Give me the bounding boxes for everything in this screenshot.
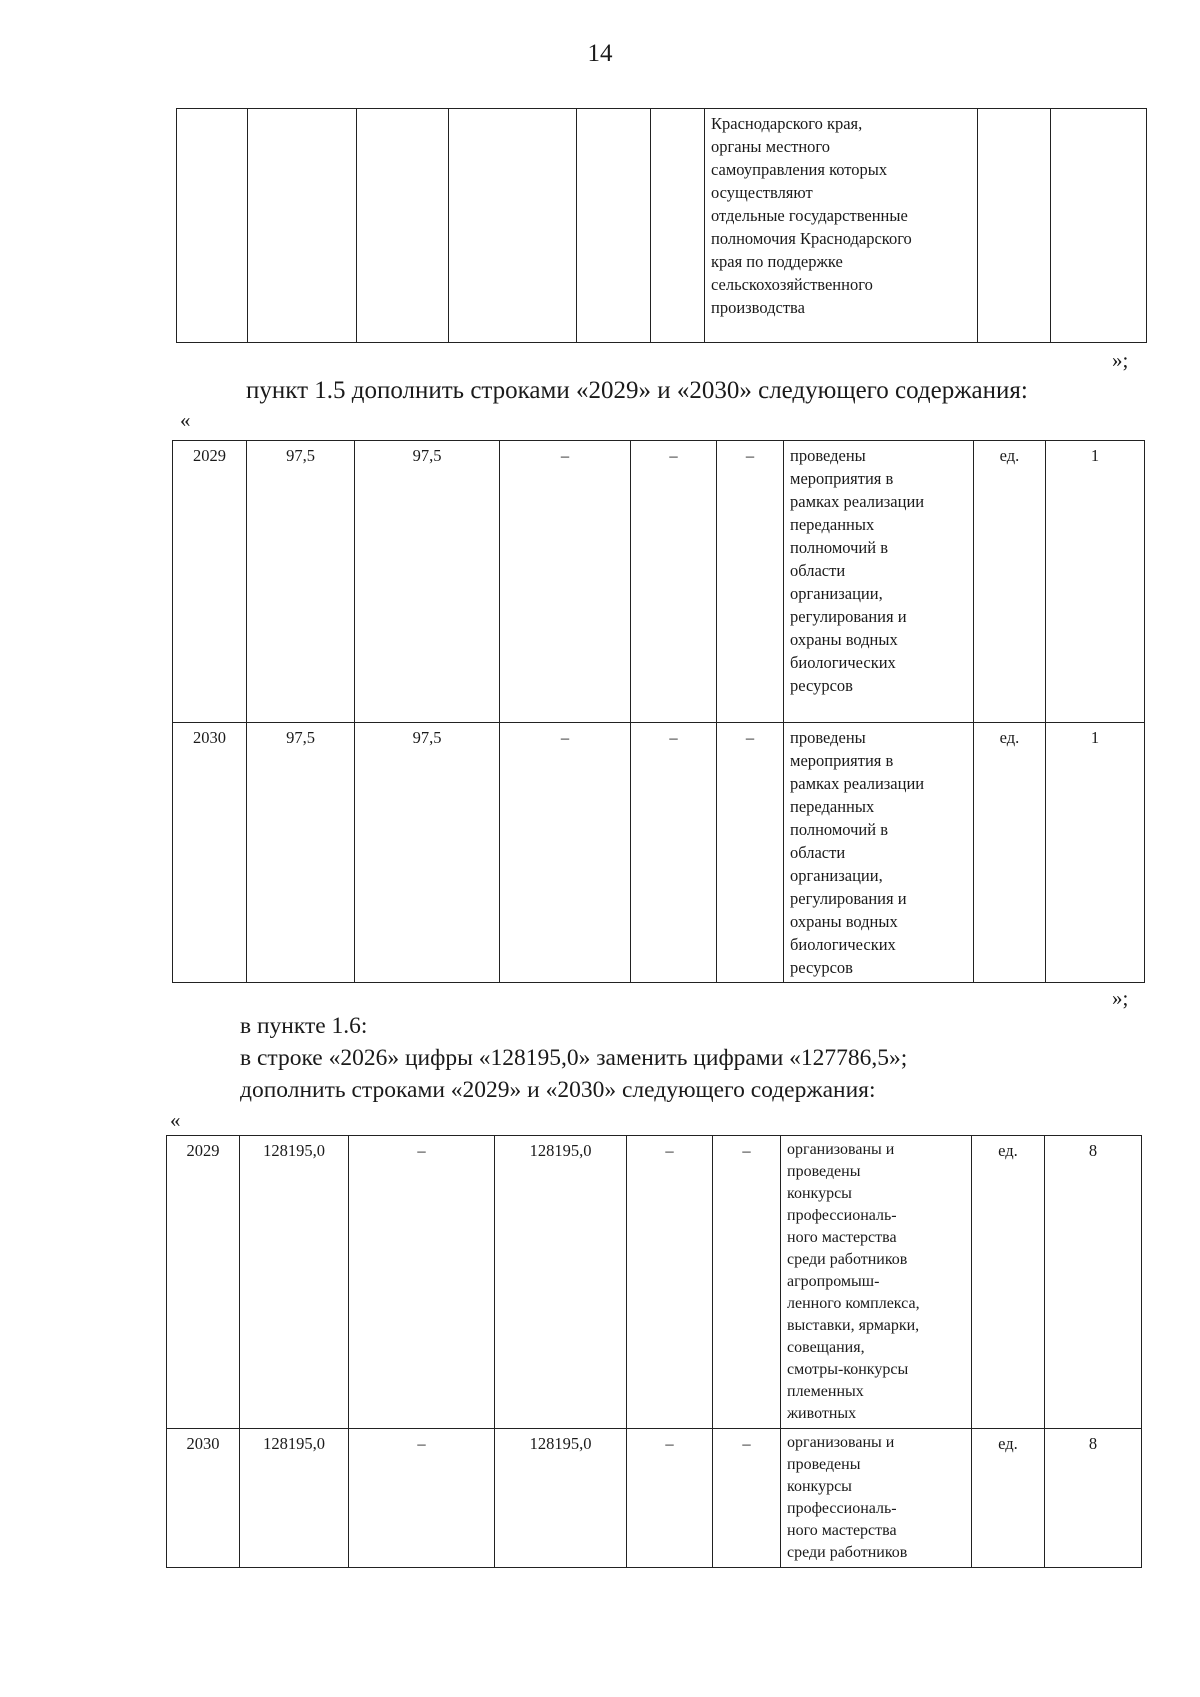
value-cell: –: [717, 441, 784, 723]
value-cell: 128195,0: [495, 1429, 627, 1568]
value-cell: –: [631, 441, 717, 723]
close-quote: »;: [1112, 986, 1129, 1010]
value-cell: 8: [1045, 1429, 1142, 1568]
table-row: [173, 441, 1145, 723]
table-row: [167, 1136, 1142, 1429]
table-cell: [449, 109, 577, 343]
year-cell: 2029: [173, 441, 247, 723]
value-cell: 128195,0: [495, 1136, 627, 1429]
instruction-1-6-replace: в строке «2026» цифры «128195,0» заменить цифрами «127786,5»;: [240, 1045, 908, 1071]
value-cell: 128195,0: [240, 1136, 349, 1429]
unit-cell: ед.: [972, 1429, 1045, 1568]
close-quote: »;: [1112, 348, 1129, 372]
value-cell: 1: [1046, 723, 1145, 983]
table-cell: [248, 109, 357, 343]
value-cell: 1: [1046, 441, 1145, 723]
table-section-1-5: [172, 440, 1145, 983]
description-cell: проведены мероприятия в рамках реализации переданных полномочий в области организации, регулирования и охраны водных биологических ресурсов: [784, 441, 974, 723]
value-cell: 97,5: [355, 723, 500, 983]
value-cell: 128195,0: [240, 1429, 349, 1568]
year-cell: 2029: [167, 1136, 240, 1429]
value-cell: –: [627, 1429, 713, 1568]
table-cell: [357, 109, 449, 343]
value-cell: –: [500, 723, 631, 983]
value-cell: –: [717, 723, 784, 983]
table-section-1-6: [166, 1135, 1142, 1568]
table-row: [177, 109, 1147, 343]
value-cell: –: [500, 441, 631, 723]
value-cell: –: [631, 723, 717, 983]
open-quote: «: [170, 1108, 181, 1132]
year-cell: 2030: [167, 1429, 240, 1568]
value-cell: –: [713, 1429, 781, 1568]
table-row: [173, 723, 1145, 983]
table-continuation: [176, 108, 1147, 343]
value-cell: –: [627, 1136, 713, 1429]
instruction-1-6-add: дополнить строками «2029» и «2030» следующего содержания:: [240, 1077, 876, 1103]
unit-cell: ед.: [972, 1136, 1045, 1429]
table-row: [167, 1429, 1142, 1568]
description-cell: организованы и проведены конкурсы профессиональ- ного мастерства среди работников агропромыш- ленного комплекса, выставки, ярмарки, совещания, смотры-конкурсы племенных животных: [781, 1136, 972, 1429]
value-cell: –: [713, 1136, 781, 1429]
unit-cell: ед.: [974, 441, 1046, 723]
value-cell: –: [349, 1136, 495, 1429]
year-cell: 2030: [173, 723, 247, 983]
table-cell: [978, 109, 1051, 343]
page-number: 14: [587, 40, 613, 67]
unit-cell: ед.: [974, 723, 1046, 983]
description-cell: Краснодарского края, органы местного самоуправления которых осуществляют отдельные государственные полномочия Краснодарского края по поддержке сельскохозяйственного производства: [705, 109, 978, 343]
instruction-1-6-heading: в пункте 1.6:: [240, 1013, 368, 1039]
instruction-1-5: пункт 1.5 дополнить строками «2029» и «2030» следующего содержания:: [246, 377, 1028, 404]
value-cell: –: [349, 1429, 495, 1568]
description-cell: организованы и проведены конкурсы профессиональ- ного мастерства среди работников: [781, 1429, 972, 1568]
table-cell: [177, 109, 248, 343]
description-cell: проведены мероприятия в рамках реализации переданных полномочий в области организации, регулирования и охраны водных биологических ресурсов: [784, 723, 974, 983]
value-cell: 97,5: [247, 441, 355, 723]
value-cell: 97,5: [247, 723, 355, 983]
value-cell: 8: [1045, 1136, 1142, 1429]
table-cell: [1051, 109, 1147, 343]
value-cell: 97,5: [355, 441, 500, 723]
table-cell: [577, 109, 651, 343]
table-cell: [651, 109, 705, 343]
open-quote: «: [180, 408, 191, 432]
